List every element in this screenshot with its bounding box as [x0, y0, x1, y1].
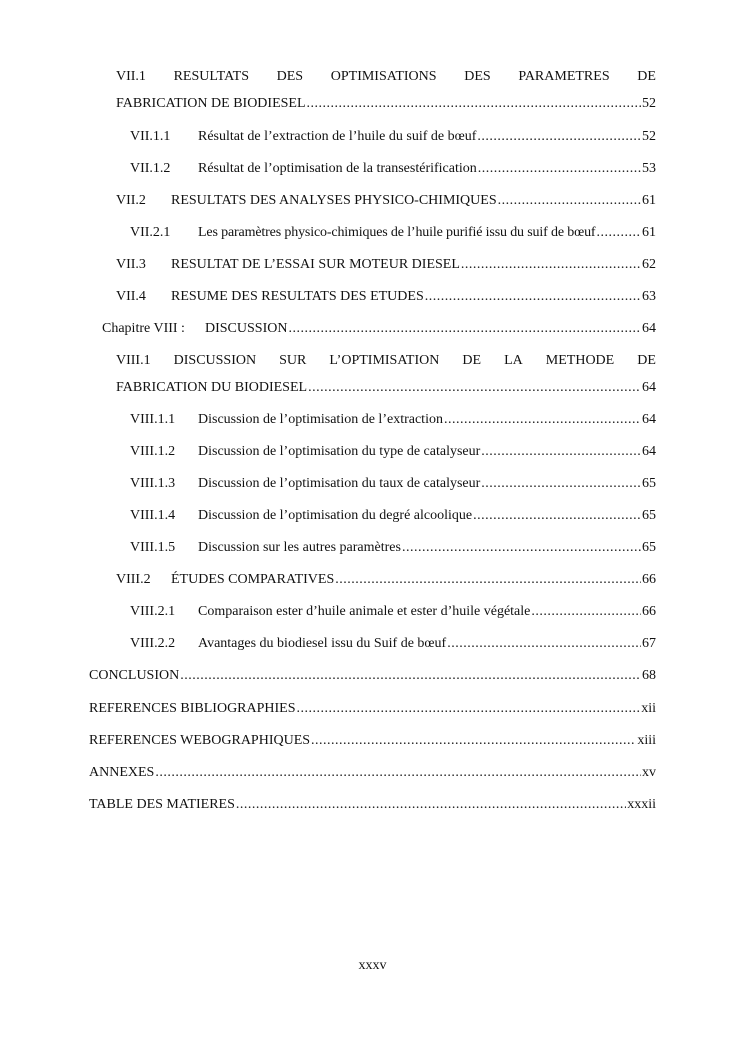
- toc-entry-vii-1-2[interactable]: [130, 160, 656, 178]
- toc-page: 62: [642, 257, 656, 272]
- toc-number: VIII.1.5: [130, 540, 176, 555]
- toc-leader: [155, 764, 641, 782]
- toc-entry-annexes[interactable]: [89, 764, 656, 782]
- toc-entry-viii-1-5[interactable]: [130, 539, 656, 557]
- toc-leader: [307, 95, 641, 113]
- toc-leader: [596, 224, 641, 242]
- toc-page: 67: [642, 636, 656, 651]
- toc-title: Discussion de l’optimisation de l’extraction: [198, 412, 443, 427]
- toc-leader: [478, 160, 641, 178]
- toc-number: Chapitre VIII :: [102, 321, 185, 336]
- toc-word: DE: [462, 353, 482, 368]
- toc-word: DES: [464, 69, 491, 84]
- toc-entry-vii-1-line1[interactable]: [116, 68, 656, 86]
- toc-entry-table-des-matieres[interactable]: [89, 796, 656, 814]
- toc-entry-vii-3[interactable]: [116, 256, 656, 274]
- toc-number: VIII.2.2: [130, 636, 176, 651]
- toc-page: 61: [642, 193, 656, 208]
- toc-title: Résultat de l’extraction de l’huile du suif de bœuf: [198, 129, 477, 144]
- toc-leader: [311, 732, 636, 750]
- toc-leader: [308, 379, 641, 397]
- toc-leader: [425, 288, 641, 306]
- toc-title: Discussion sur les autres paramètres: [198, 540, 401, 555]
- toc-title: Les paramètres physico-chimiques de l’huile purifié issu du suif de bœuf: [198, 225, 596, 240]
- toc-entry-references-bibliographies[interactable]: [89, 700, 656, 718]
- toc-leader: [481, 475, 641, 493]
- toc-title: Discussion de l’optimisation du degré alcoolique: [198, 508, 473, 523]
- toc-page: 65: [642, 476, 656, 491]
- toc-title: ÉTUDES COMPARATIVES: [171, 572, 335, 587]
- toc-title: TABLE DES MATIERES: [89, 797, 235, 812]
- toc-page: 64: [642, 444, 656, 459]
- toc-leader: [461, 256, 641, 274]
- toc-title: FABRICATION DU BIODIESEL: [116, 380, 308, 395]
- toc-number: VIII.1.3: [130, 476, 176, 491]
- toc-number: VII.1.1: [130, 129, 171, 144]
- toc-leader: [531, 603, 641, 621]
- toc-page: xii: [641, 701, 656, 716]
- toc-number: VIII.1.1: [130, 412, 176, 427]
- toc-number: VIII.2: [116, 572, 151, 587]
- toc-leader: [477, 128, 641, 146]
- toc-page: 66: [642, 604, 656, 619]
- toc-page: 64: [642, 321, 656, 336]
- toc-number: VIII.2.1: [130, 604, 176, 619]
- toc-page: 53: [642, 161, 656, 176]
- toc-word: PARAMETRES: [518, 69, 610, 84]
- toc-entry-viii-2-2[interactable]: [130, 635, 656, 653]
- toc-number: VII.4: [116, 289, 146, 304]
- toc-entry-viii-2-1[interactable]: [130, 603, 656, 621]
- toc-title: Discussion de l’optimisation du taux de catalyseur: [198, 476, 481, 491]
- footer-page-number: xxxv: [358, 958, 387, 973]
- toc-title: Discussion de l’optimisation du type de catalyseur: [198, 444, 481, 459]
- toc-title: REFERENCES BIBLIOGRAPHIES: [89, 701, 296, 716]
- toc-entry-viii-1-line2[interactable]: [116, 379, 656, 397]
- toc-word: LA: [504, 353, 523, 368]
- toc-number: VII.2: [116, 193, 146, 208]
- toc-entry-vii-2[interactable]: [116, 192, 656, 210]
- toc-page: xiii: [637, 733, 656, 748]
- toc-entry-viii-1-line1[interactable]: [116, 352, 656, 370]
- toc-page: 52: [642, 129, 656, 144]
- toc-title: RESULTAT DE L’ESSAI SUR MOTEUR DIESEL: [171, 257, 460, 272]
- toc-word: L’OPTIMISATION: [329, 353, 440, 368]
- toc-leader: [335, 571, 641, 589]
- toc-page: 65: [642, 540, 656, 555]
- toc-page: 68: [642, 668, 656, 683]
- toc-title: ANNEXES: [89, 765, 155, 780]
- toc-page: 66: [642, 572, 656, 587]
- toc-entry-vii-2-1[interactable]: [130, 224, 656, 242]
- toc-number: VII.1.2: [130, 161, 171, 176]
- toc-number: VIII.1.2: [130, 444, 176, 459]
- toc-entry-vii-4[interactable]: [116, 288, 656, 306]
- toc-entry-chapitre-viii[interactable]: [102, 320, 656, 338]
- toc-page: xv: [642, 765, 656, 780]
- toc-page: 63: [642, 289, 656, 304]
- toc-title: DISCUSSION: [205, 321, 288, 336]
- toc-number: VII.2.1: [130, 225, 171, 240]
- toc-leader: [444, 411, 641, 429]
- toc-leader: [447, 635, 641, 653]
- toc-word: DE: [637, 353, 656, 368]
- toc-title: Avantages du biodiesel issu du Suif de bœuf: [198, 636, 447, 651]
- toc-entry-references-webographiques[interactable]: [89, 732, 656, 750]
- toc-word: DE: [637, 69, 656, 84]
- toc-word: METHODE: [545, 353, 615, 368]
- toc-word: DISCUSSION: [173, 353, 257, 368]
- toc-entry-viii-1-3[interactable]: [130, 475, 656, 493]
- toc-number: VIII.1.4: [130, 508, 176, 523]
- toc-leader: [288, 320, 641, 338]
- toc-word: DES: [276, 69, 304, 84]
- toc-leader: [481, 443, 641, 461]
- toc-title: REFERENCES WEBOGRAPHIQUES: [89, 733, 311, 748]
- toc-entry-vii-1-line2[interactable]: [116, 95, 656, 113]
- toc-page: 64: [642, 412, 656, 427]
- toc-title: Résultat de l’optimisation de la transestérification: [198, 161, 477, 176]
- toc-page: 52: [642, 96, 656, 111]
- toc-title: CONCLUSION: [89, 668, 180, 683]
- toc-leader: [297, 700, 641, 718]
- toc-page: 64: [642, 380, 656, 395]
- toc-number: VIII.1: [116, 353, 151, 368]
- toc-entry-viii-1-1[interactable]: [130, 411, 656, 429]
- toc-entry-viii-1-2[interactable]: [130, 443, 656, 461]
- toc-entry-viii-1-4[interactable]: [130, 507, 656, 525]
- toc-leader: [180, 667, 641, 685]
- toc-entry-conclusion[interactable]: [89, 667, 656, 685]
- toc-page: 65: [642, 508, 656, 523]
- toc-entry-viii-2[interactable]: [116, 571, 656, 589]
- toc-title: FABRICATION DE BIODIESEL: [116, 96, 306, 111]
- toc-leader: [236, 796, 626, 814]
- toc-leader: [473, 507, 641, 525]
- toc-word: OPTIMISATIONS: [330, 69, 437, 84]
- toc-title: RESULTATS DES ANALYSES PHYSICO-CHIMIQUES: [171, 193, 497, 208]
- toc-word: RESULTATS: [173, 69, 249, 84]
- toc-title: Comparaison ester d’huile animale et ester d’huile végétale: [198, 604, 531, 619]
- toc-number: VII.3: [116, 257, 146, 272]
- toc-title: RESUME DES RESULTATS DES ETUDES: [171, 289, 424, 304]
- toc-number: VII.1: [116, 69, 146, 84]
- toc-leader: [498, 192, 641, 210]
- toc-page: 61: [642, 225, 656, 240]
- toc-entry-vii-1-1[interactable]: [130, 128, 656, 146]
- toc-leader: [402, 539, 641, 557]
- toc-word: SUR: [279, 353, 307, 368]
- toc-page: xxxii: [627, 797, 656, 812]
